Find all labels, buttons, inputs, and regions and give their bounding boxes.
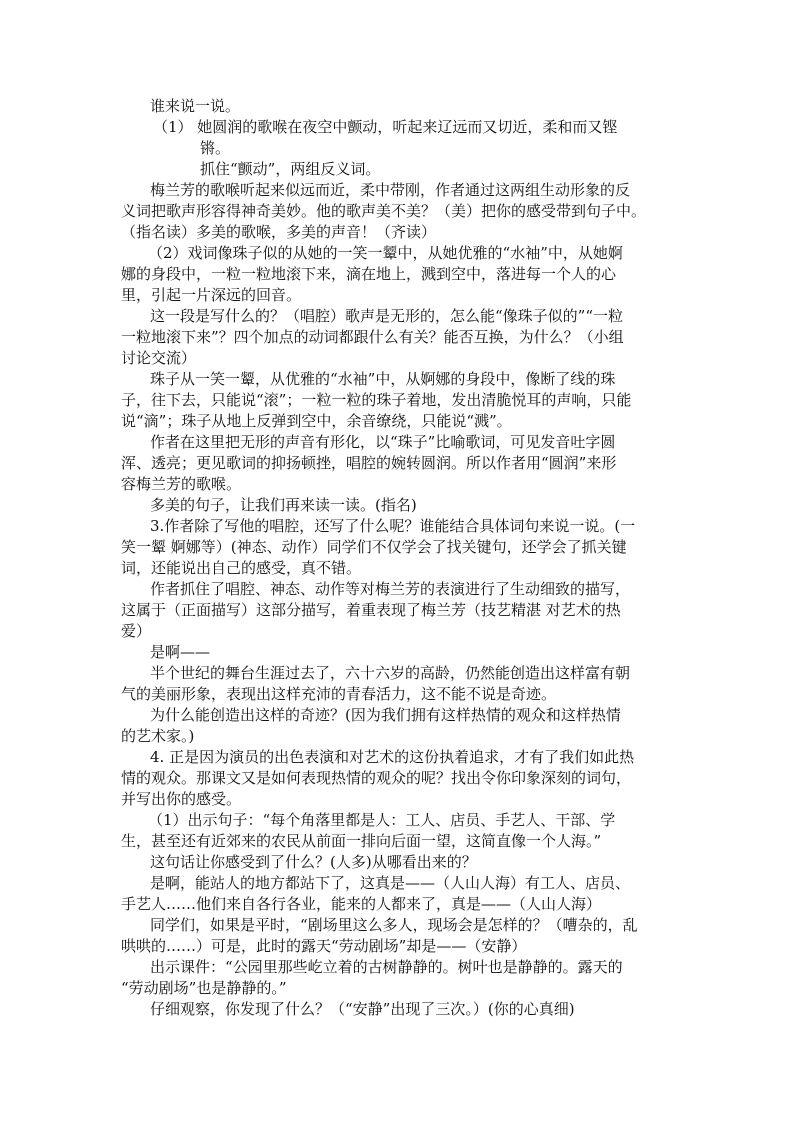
text-line: 里，引起一片深远的回音。 — [121, 286, 302, 304]
text-line: 情的观众。那课文又是如何表现热情的观众的呢？找出令你印象深刻的词句， — [121, 769, 632, 787]
text-line: 气的美丽形象，表现出这样充沛的青春活力，这不能不说是奇迹。 — [121, 685, 557, 703]
text-line: 的艺术家。) — [121, 727, 195, 745]
text-line: 半个世纪的舞台生涯过去了，六十六岁的高龄，仍然能创造出这样富有朝 — [150, 664, 631, 682]
text-line: 珠子从一笑一颦，从优雅的“水袖”中，从婀娜的身段中，像断了线的珠 — [150, 370, 616, 388]
text-line: 梅兰芳的歌喉听起来似远而近，柔中带刚，作者通过这两组生动形象的反 — [150, 181, 631, 199]
text-line: 4. 正是因为演员的出色表演和对艺术的这份执着追求，才有了我们如此热 — [150, 748, 635, 766]
text-line: 这句话让你感受到了什么？(人多)从哪看出来的？ — [150, 853, 477, 871]
text-line: 义词把歌声形容得神奇美妙。他的歌声美不美？（美）把你的感受带到句子中。 — [121, 202, 647, 220]
text-line: 这属于（正面描写）这部分描写，着重表现了梅兰芳（技艺精湛 对艺术的热 — [121, 601, 621, 619]
text-line: 为什么能创造出这样的奇迹？(因为我们拥有这样热情的观众和这样热情 — [150, 706, 621, 724]
text-line: （2）戏词像珠子似的从她的一笑一颦中，从她优雅的“水袖”中，从她婀 — [148, 244, 623, 262]
text-line: 词，还能说出自己的感受，真不错。 — [121, 559, 362, 577]
text-line: 娜的身段中，一粒一粒地滚下来，滴在地上，溅到空中，落进每一个人的心 — [121, 265, 617, 283]
text-line: 爱） — [121, 622, 152, 640]
text-line: 手艺人……他们来自各行各业，能来的人都来了，真是——（人山人海） — [121, 895, 602, 913]
text-line: 出示课件：“公园里那些屹立着的古树静静的。树叶也是静静的。露天的 — [150, 958, 623, 976]
text-line: （1）出示句子：“每个角落里都是人：工人、店员、手艺人、干部、学 — [148, 811, 616, 829]
text-line: 哄哄的……）可是，此时的露天“劳动剧场”却是——（安静） — [121, 937, 527, 955]
text-line: 浑、透亮；更见歌词的抑扬顿挫，唱腔的婉转圆润。所以作者用“圆润”来形 — [121, 454, 617, 472]
text-line: 是啊—— — [150, 643, 211, 661]
text-line: 讨论交流） — [121, 349, 197, 367]
text-line: 锵。 — [200, 139, 231, 157]
text-line: 同学们，如果是平时，“剧场里这么多人，现场会是怎样的？（嘈杂的，乱 — [150, 916, 638, 934]
text-line: 容梅兰芳的歌喉。 — [121, 475, 242, 493]
text-line: 仔细观察，你发现了什么？（“安静”出现了三次。）(你的心真细) — [150, 1000, 575, 1018]
text-line: 多美的句子，让我们再来读一读。(指名) — [150, 496, 417, 514]
text-line: 3.作者除了写他的唱腔，还写了什么呢？谁能结合具体词句来说一说。(一 — [150, 517, 636, 535]
text-line: 作者在这里把无形的声音有形化，以“珠子”比喻歌词，可见发音吐字圆 — [150, 433, 616, 451]
text-line: 抓住“颤动”，两组反义词。 — [200, 160, 381, 178]
text-line: 这一段是写什么的？（唱腔）歌声是无形的，怎么能“像珠子似的”“一粒 — [150, 307, 624, 325]
text-line: 说“滴”；珠子从地上反弹到空中，余音缭绕，只能说“溅”。 — [121, 412, 512, 430]
text-line: 并写出你的感受。 — [121, 790, 242, 808]
text-line: 一粒地滚下来”？四个加点的动词都跟什么有关？能否互换，为什么？（小组 — [121, 328, 624, 346]
text-line: （指名读）多美的歌喉，多美的声音！（齐读） — [121, 223, 437, 241]
text-line: 笑一颦 婀娜等）(神态、动作）同学们不仅学会了找关键句，还学会了抓关键 — [121, 538, 627, 556]
text-line: “劳动剧场”也是静静的。” — [121, 979, 287, 997]
text-line: 作者抓住了唱腔、神态、动作等对梅兰芳的表演进行了生动细致的描写， — [150, 580, 631, 598]
text-line: 谁来说一说。 — [150, 97, 241, 115]
text-line: 生，甚至还有近郊来的农民从前面一排向后面一望，这简直像一个人海。” — [121, 832, 602, 850]
text-line: 是啊，能站人的地方都站下了，这真是——（人山人海）有工人、店员、 — [150, 874, 631, 892]
text-line: （1） 她圆润的歌喉在夜空中颤动，听起来辽远而又切近，柔和而又铿 — [153, 118, 618, 136]
text-line: 子，往下去，只能说“滚”；一粒一粒的珠子着地，发出清脆悦耳的声响，只能 — [121, 391, 632, 409]
